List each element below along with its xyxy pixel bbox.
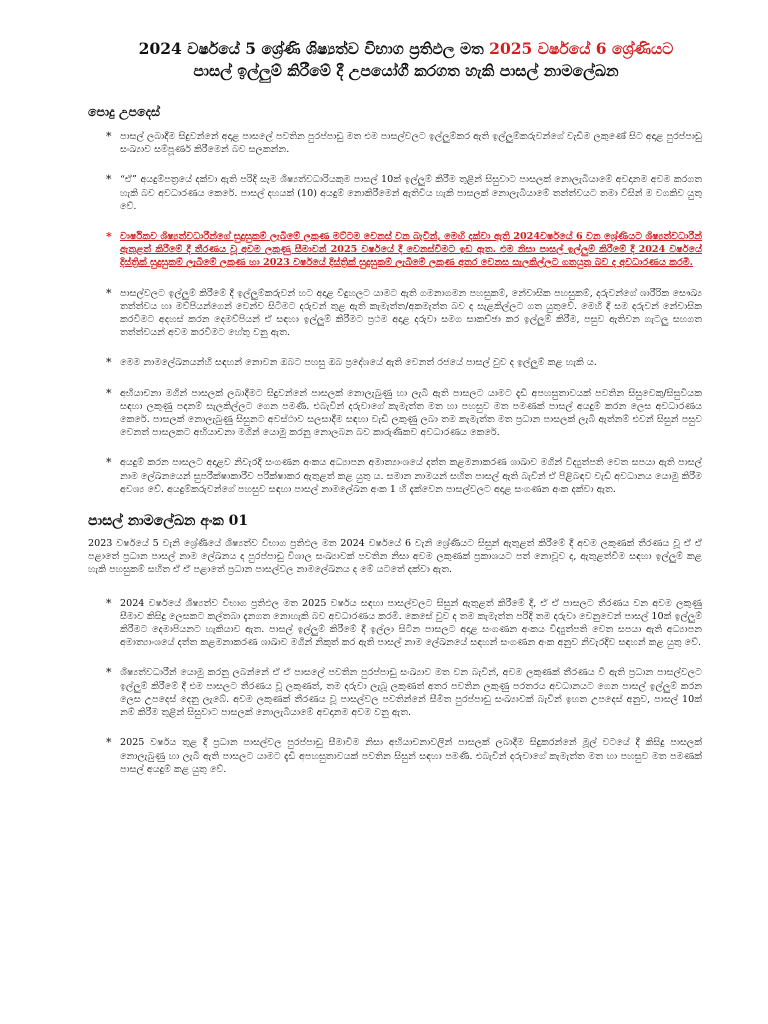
instruction-item: * අභියාචනා මගින් පාසලක් ලබාදීමට සිදුවන්නේ පාසලක් නොලැබුණු හා ලැබී ඇති පාසලට යාමට දැඩි අපහසුතාවයක් පවතින සිසුවෙකු/සිසුවියක සඳහා ලකුණු පදනම් සැලකිල්ලට ගෙන පමණි. එබැවින් දරුවාගේ කැමැත්ත මත හා පහසුව මත පමණක් පාසල් අයදුම් කරන ලෙස අවධාරණය කෙරේ. පාසලක් නොලැබුණු සිසුනට අවස්ථාව සලසාදීම සඳහා වැඩි ලකුණු ලබා තම කැමැත්ත මත ප්‍රධාන පාසලක් ලැබී ඇත්නම් එවන් සිසුන් පසුව වෙනත් පාසලකට අභියාචනා මගින් යොමු කරනු නොලබන බව කාරුණිකව අවධාරණය කෙරේ. (100, 387, 702, 440)
instruction-item: * පාසල්වලට ඉල්ලුම් කිරීමේ දී ඉල්ලුම්කරුවන් හට අදාළ විදුහලට යාමට ඇති ගමනාගමන පහසුකම්, නේවාසික පහසුකම්, දරුවන්ගේ ශාරීරික සෞඛ්‍ය තත්ත්වය හා මව්පියන්ගෙන් වෙන්ව සිටීමට දරුවන් තුළ ඇති කැමැත්ත/අකමැත්ත බව ද සැළකිල්ලට ගත යුතුවේ. මෙහි දී සම දරුවන් නේවාසික කරවීමට අදහස් කරන දෙමව්පියන් ඒ සඳහා ඉල්ලුම් කිරීමට ප්‍රථම අදාළ දරුවා සමග සාකච්ඡා කර ඉල්ලුම් කිරීම, පසුව ඇතිවන ගැටලු සහගත තත්ත්වයන් අවම කරවීමට හේතු වනු ඇත. (100, 287, 702, 340)
document-title (90, 38, 722, 82)
school-list-01-heading: පාසල් නාමලේඛන අංක 01 (88, 513, 249, 530)
instruction-item: * මෙම නාමලේඛනයන්හි සඳහන් නොවන ඔබට පහසු ඔබ ප්‍රදේශයේ ඇති වෙනත් රජයේ පාසල් වුව ද ඉල්ලුම් කළ හැකි ය. (100, 356, 702, 369)
school-list-01-notes (100, 597, 702, 776)
general-instructions-heading: පොදු උපදෙස් (88, 104, 161, 119)
note-item: * 2024 වර්ෂයේ ශිෂ්‍යත්ව විභාග ප්‍රතිඵල මත 2025 වර්ෂය සඳහා පාසල්වලට සිසුන් ඇතුළත් කිරීමේ දී, ඒ ඒ පාසලට තීරණය වන අවම ලකුණු සීමාව කිසිදු ලෙසකට කල්තබා දැනගත නොහැකි බව අවධාරණය කරමි. කෙසේ වුව ද තම කැමැත්ත පරිදි තම දරුවා වෙනුවෙන් පාසල් 10ක් ඉල්ලුම් කිරීමට දෙමාපියනට හැකියාව ඇත. පාසල් ඉල්ලුම් කිරීමේ දී ඉල්ලා සිටින පාසලට අදාළ සංගණන අංකය විද්‍යුත්පති වෙත සපයා ඇති අධ්‍යාපන අමාත්‍යාංශයේ දත්ත කළමනාකරණ ශාඛාව මගින් නිකුත් කර ඇති පාසල් නාම ලේඛනයේ සඳහන් සංගණන අංක අනුව නිවැරදිව සඳහන් කළ යුතු වේ. (100, 597, 702, 650)
instruction-item: * පාසල් ලබාදීම සිදුවන්නේ අදාළ පාසලේ පවතින පුරප්පාඩු මත එම පාසල්වලට ඉල්ලුම්කර ඇති ඉල්ලුම්කරුවන්ගේ වැඩිම ලකුණේ සිට අදාළ පුරප්පාඩු සංඛ්‍යාව සම්පූර්ණ කිරීමෙන් බව සලකන්න. (100, 130, 702, 156)
note-item: * 2025 වර්ෂය තුළ දී ප්‍රධාන පාසල්වල පුරප්පාඩු සීමාවීම නිසා අභියාචනාවලින් පාසලක් ලබාදීම සිදුකරන්නේ මූල් වටයේ දී කිසිදු පාසලක් නොලැබුණු හා ලැබී ඇති පාසලට යාමට දැඩි අපහසුතාවයක් පවතින සිසුන් සඳහා පමණි. එබැවින් දරුවාගේ කැමැත්ත මත හා පහසුව මත පමණක් පාසල් අයදුම් කළ යුතු වේ. (100, 736, 702, 776)
title-line-1 (90, 38, 722, 60)
title-line-1-accent: 2025 වර්ෂයේ 6 ශ්‍රේණියට (489, 39, 674, 58)
instruction-item: * “ඒ” අයදුම්පත්‍රයේ දක්වා ඇති පරිදි සෑම ශිෂ්‍යත්වධාරියකුම පාසල් 10ක් ඉල්ලුම් කිරීම තුළින් සිසුවාට පාසලක් නොලැබීයාමේ අවදානම අවම කරගත හැකි බව අවධාරණය කෙරේ. පාසල් දහයක් (10) අයදුම් නොකිරීමෙන් ඇතිවිය හැකි පාසලක් නොලැබීයාමේ තත්ත්වයට තමා විසින් ම වගකිව යුතු වේ. (100, 173, 702, 213)
instruction-item: * අයදුම් කරන පාසලට අදාළව නිවැරදි සංගණන අංකය අධ්‍යාපන අමාත්‍යාංශයේ දත්ත කළමනාකරණ ශාඛාව මගින් විද්‍යුත්පති වෙත සපයා ඇති පාසල් නාම ලේඛනයෙන් සුපරීක්ෂාකාරීව පරීක්ෂාකර ඇතුළත් කළ යුතු ය. සමාන නාමයන් සහිත පාසල් ඇති බැවින් ඒ පිළිබඳව වැඩි අවධානය යොමු කිරීම අවශ්‍ය වේ. අයදුම්කරුවන්ගේ පහසුව සඳහා පාසල් නාමලේඛන අංක 1 හි දැක්වෙන පාසල්වලට අදාළ සංගණන අංක දක්වා ඇත. (100, 456, 702, 496)
title-line-1-main: 2024 වර්ෂයේ 5 ශ්‍රේණි ශිෂ්‍යත්ව විභාග ප්‍රතිඵල මත (138, 39, 490, 58)
general-instructions-list (100, 130, 702, 496)
instruction-item-alert: * වාර්ෂිකව ශිෂ්‍යත්වධාරීන්ගේ සුදුසුකම් ලැබීමේ ලකුණ මට්ටම වෙනස් වන බැවින්, මෙහි දක්වා ඇති 2024වර්ෂයේ 6 වන ශ්‍රේණියට ශිෂ්‍යත්වධාරීන් ඇතුළත් කිරීමේ දී තීරණය වූ අවම ලකුණු සීමාවන් 2025 වර්ෂයේ දී වෙනස්වීමට ඉඩ ඇත. එම නිසා පාසල් ඉල්ලුම් කිරීමේ දී 2024 වර්ෂයේ දිස්ත්‍රික් සුදුසුකම් ලැබීමේ ලකුණ හා 2023 වර්ෂයේ දිස්ත්‍රික් සුදුසුකම් ලැබීමේ ලකුණ අතර වෙනස සැලකිල්ලට ගතයුතු බව ද අවධාරණය කරමි. (100, 230, 702, 270)
title-line-2: පාසල් ඉල්ලුම් කිරීමේ දී උපයෝගී කරගත හැකි පාසල් නාමලේඛන (193, 61, 619, 80)
school-list-01-intro: 2023 වර්ෂයේ 5 වැනි ශ්‍රේණියේ ශිෂ්‍යත්ව විභාග ප්‍රතිඵල මත 2024 වර්ෂයේ 6 වැනි ශ්‍රේණියට සිසුන් ඇතුළත් කිරීමේ දී අවම ලකුණක් තීරණය වූ ඒ ඒ පළාතේ ප්‍රධාන පාසල් නාම ලේඛනය ද පුරප්පාඩු විශාල සංඛ්‍යාවක් පවතින නිසා අවම ලකුණක් ප්‍රකාශයට පත් නොවූව ද, ඇතුළත්වීම සඳහා ඉල්ලුම් කළ හැකි පහසුකම් සහිත ඒ ඒ පළාතේ ප්‍රධාන පාසල්වල නාමලේඛනය ද මේ යටතේ දක්වා ඇත. (88, 538, 702, 576)
note-item: * ශිෂ්‍යත්වධාරීන් යොමු කරනු ලබන්නේ ඒ ඒ පාසලේ පවතින පුරප්පාඩු සංඛ්‍යාව මත වන බැවින්, අවම ලකුණක් තීරණය වී ඇති ප්‍රධාන පාසල්වලට ඉල්ලුම් කිරීමේ දී එම පාසලට තීරණය වූ ලකුණත්, තම දරුවා ලැබූ ලකුණත් අතර පවතින ලකුණු පරතරය අවධානයට ගෙන පාසල් ඉල්ලුම් කරන ලෙස උපදෙස් දෙනු ලැබේ. අවම ලකුණක් තීරණය වූ පාසල්වල පවතින්නේ සීමිත පුරප්පාඩු සංඛ්‍යාවක් බැවින් ඉහත උපදෙස් අනුව, පාසල් 10ක් නම් කිරීම තුළින් සිසුවාට පාසලක් නොලැබීයාමේ අවදානම අවම වනු ඇත. (100, 666, 702, 719)
